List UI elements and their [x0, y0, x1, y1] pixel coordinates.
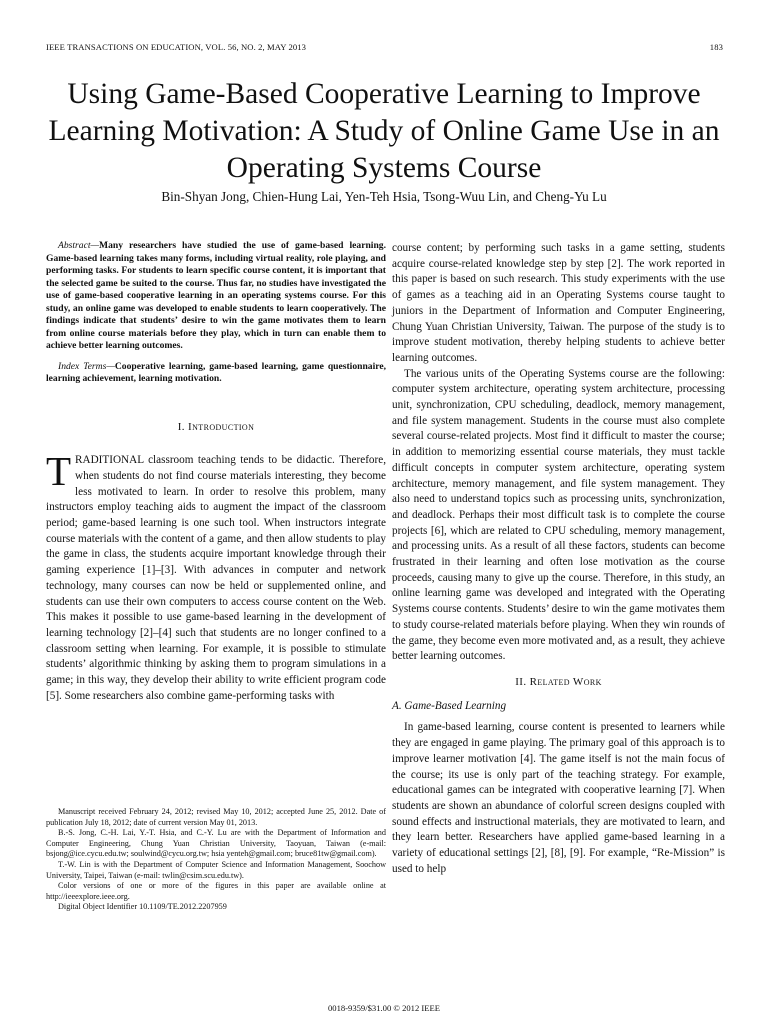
index-terms: [46, 361, 386, 386]
author-list: Bin-Shyan Jong, Chien-Hung Lai, Yen-Teh Hsia, Tsong-Wuu Lin, and Cheng-Yu Lu: [161, 189, 607, 204]
paper-title: Using Game-Based Cooperative Learning to Improve Learning Motivation: A Study of Online Game Use in an Operating Systems Course: [48, 78, 720, 184]
section-heading-related-work: II. Related Work: [515, 675, 602, 688]
footnote-color-figures: Color versions of one or more of the figures in this paper are available online at http://ieeexplore.ieee.org.: [46, 881, 386, 901]
footnote-doi: Digital Object Identifier 10.1109/TE.2012.2207959: [58, 902, 227, 912]
abstract: [46, 240, 386, 353]
footnote-authors-1: B.-S. Jong, C.-H. Lai, Y.-T. Hsia, and C.-Y. Lu are with the Department of Information and Computer Engineering, Chung Yuan Christian University, Taoyuan, Taiwan (e-mail: bsjong@ice.cycu.edu.tw; soulwind@cycu.org.tw; hsia yenteh@gmail.com; bruce81tw@gmail.com).: [46, 828, 386, 859]
abstract-lead: Abstract—: [58, 240, 100, 251]
right-column: [392, 241, 725, 877]
index-terms-lead: Index Terms—: [58, 360, 115, 372]
abstract-text: Many researchers have studied the use of game-based learning. Game-based learning takes many forms, including virtual reality, role playing, and performing tasks. For students to learn specific course content, it is important that the selected game be suited to the course. Thus far, no studies have investigated the use of game-based cooperative learning in an operating systems course. For this study, an online game was developed to enable students to learn cooperatively. The findings indicate that students’ desire to win the game motivates them to learn from online course materials before they play, which in turn can enable them to achieve better learning outcomes.: [46, 240, 386, 351]
left-column: [46, 240, 386, 704]
drop-cap: T: [46, 448, 72, 495]
section-heading-introduction: I. Introduction: [177, 420, 255, 433]
index-terms-text: Cooperative learning, game-based learning, game questionnaire, learning achievement, learning motivation.: [46, 360, 387, 384]
subsection-heading-game-based-learning: A. Game-Based Learning: [392, 699, 507, 712]
footnote-authors-2: T.-W. Lin is with the Department of Computer Science and Information Management, Soochow University, Taipei, Taiwan (e-mail: twlin@csim.scu.edu.tw).: [46, 859, 386, 880]
right-paragraph-3: In game-based learning, course content is presented to learners while they are engaged in game playing. The primary goal of this approach is to improve learner motivation [4]. The game itself is not the main focus of the course; its use is only part of the teaching strategy. For example, educational games can be integrated with cooperative learning [7]. When students are shown an abundance of colorful screen designs coupled with sound effects and instructional materials, they are motivated to learn, and they learn better. Researchers have applied game-based learning in a variety of educational settings [2], [8], [9]. For example, “Re-Mission” is used to help: [392, 721, 725, 875]
journal-header: IEEE TRANSACTIONS ON EDUCATION, VOL. 56, NO. 2, MAY 2013: [46, 42, 307, 52]
footnote-manuscript: Manuscript received February 24, 2012; revised May 10, 2012; accepted June 25, 2012. Date of publication July 18, 2012; date of current version May 01, 2013.: [46, 807, 386, 827]
introduction-text: RADITIONAL classroom teaching tends to be didactic. Therefore, when students do not find course materials interesting, they become less motivated to learn. In order to resolve this problem, many instructors employ teaching aids to augment the impact of the classroom period; game-based learning is one such tool. When instructors integrate course materials with the content of a game, and then allow students to play the game in class, the students acquire important knowledge through their gaming experience [1]–[3]. With advances in computer and network technology, many courses can now be held or supplemented online, and students can use their own computers to access course content on the Web. This makes it possible to use game-based learning in the development of learning technology [2]–[4] such that students are no longer confined to a classroom setting when learning. For example, it is possible to stimulate students’ algorithmic thinking by asking them to program simulations in a game; in this way, they develop their ability to write efficient program code [5]. Some researchers also combine game-performing tasks with: [46, 454, 386, 702]
footnotes: [46, 807, 386, 913]
introduction-paragraph: [46, 448, 386, 704]
right-paragraph-1: course content; by performing such tasks in a game setting, students acquire course-related knowledge step by step [2]. The work reported in this paper is based on such research. This study experiments with the use of games as a teaching aid in an Operating Systems course taught to juniors in the Department of Information and Computer Engineering, Chung Yuan Christian University, Taiwan. The purpose of the study is to improve student motivation, thereby helping students to achieve better learning outcomes.: [392, 242, 725, 364]
copyright-footer: 0018-9359/$31.00 © 2012 IEEE: [327, 1003, 441, 1013]
right-paragraph-2: The various units of the Operating Systems course are the following: computer system architecture, operating system architecture, processing unit, synchronization, CPU scheduling, deadlock, memory management, and file system management. Students in the course must also complete several course-related projects. Most find it difficult to master the course; in addition to memorizing essential course materials, they must tackle difficult concepts in computer system architecture, operating system architecture, memory management, and file system management. They also need to understand topics such as processing units, synchronization, and deadlock. Perhaps their most difficult task is to complete the course projects [6], which are related to CPU scheduling, memory management, and processing units. As a result of all these factors, students can become frustrated in their learning and often lose motivation as the course proceeds, causing many to give up the course. Therefore, in this study, an online learning game was developed and integrated with the Operating Systems course contents. Students’ desire to win the game motivates them to study course-related materials before playing. When they win rounds of the game, they become even more motivated and, as a result, they achieve better learning outcomes.: [392, 367, 725, 663]
page-number: 183: [709, 42, 723, 52]
